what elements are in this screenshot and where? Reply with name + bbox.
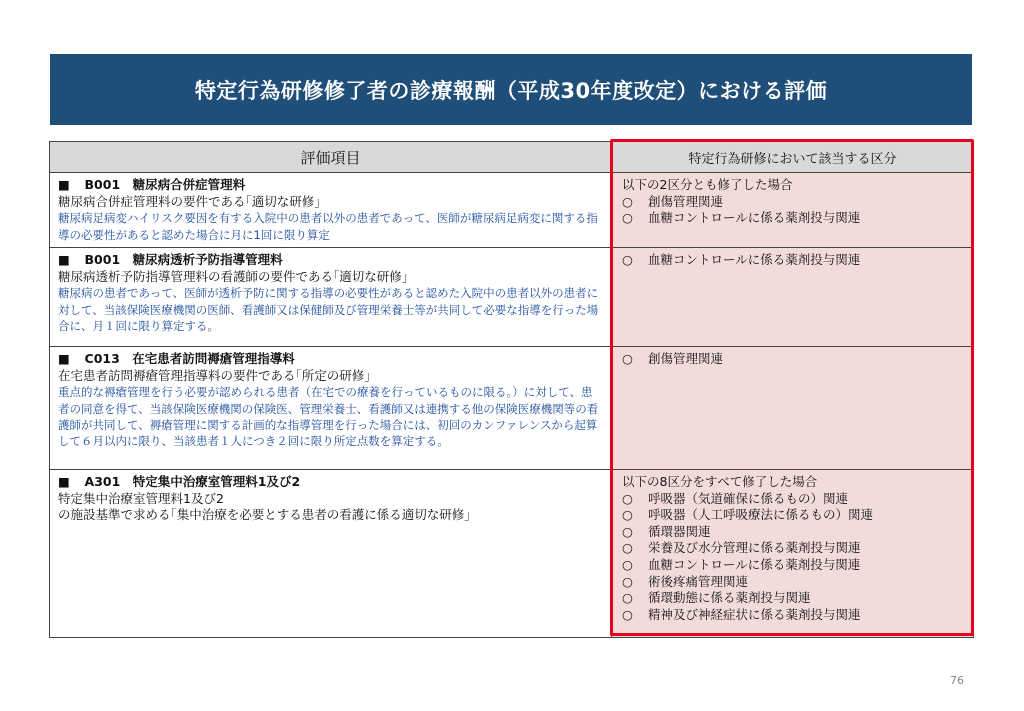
circle-bullet-icon: ○ [622,351,633,366]
list-item: ○ 精神及び神経症状に係る薬剤投与関連 [622,606,861,622]
category-intro: 以下の8区分をすべて修了した場合 [622,474,818,489]
evaluation-item-cell [50,347,612,470]
category-cell [612,173,974,248]
page-number: 76 [950,674,964,687]
list-item: ○ 術後疼痛管理関連 [622,573,749,589]
category-cell [612,470,974,638]
square-bullet-icon: ■ [58,252,70,267]
page-title-banner [50,54,972,125]
list-item: ○ 循環器関連 [622,523,711,539]
category-cell [612,248,974,347]
list-item: ○ 循環動態に係る薬剤投与関連 [622,590,811,606]
item-requirement: 特定集中治療室管理料1及び2 の施設基準で求める｢集中治療を必要とする患者の看護に係る適切な研修｣ [58,490,471,523]
square-bullet-icon: ■ [58,351,70,366]
circle-bullet-icon: ○ [622,606,633,622]
circle-bullet-icon: ○ [622,193,633,209]
circle-bullet-icon: ○ [622,523,633,539]
item-title: ■ A301 特定集中治療室管理料1及び2 [58,474,301,489]
list-item: ○ 血糖コントロールに係る薬剤投与関連 [622,210,861,226]
item-title: ■ B001 糖尿病合併症管理料 [58,177,246,192]
item-title: ■ C013 在宅患者訪問褥瘡管理指導料 [58,351,295,366]
list-item: ○ 血糖コントロールに係る薬剤投与関連 [622,252,861,267]
circle-bullet-icon: ○ [622,507,633,523]
item-description: 糖尿病の患者であって、医師が透析予防に関する指導の必要性があると認めた入院中の患者以外の患者に対して、当該保険医療機関の医師、看護師又は保健師及び管理栄養士等が共同して必要な指導を行った場合に、月１回に限り算定する。 [58,286,599,333]
item-requirement: 糖尿病合併症管理料の要件である｢適切な研修｣ [58,193,321,209]
evaluation-item-cell [50,173,612,248]
evaluation-table [49,141,974,638]
square-bullet-icon: ■ [58,474,70,489]
circle-bullet-icon: ○ [622,573,633,589]
item-requirement: 在宅患者訪問褥瘡管理指導料の要件である｢所定の研修｣ [58,367,371,383]
table-row [50,248,974,347]
header-evaluation-item: 評価項目 [50,142,612,173]
list-item: ○ 創傷管理関連 [622,351,724,366]
header-applicable-category: 特定行為研修において該当する区分 [612,142,974,173]
table-row [50,470,974,638]
page-title: 特定行為研修修了者の診療報酬（平成30年度改定）における評価 [194,78,828,103]
category-cell [612,347,974,470]
circle-bullet-icon: ○ [622,590,633,606]
circle-bullet-icon: ○ [622,540,633,556]
category-intro: 以下の2区分とも修了した場合 [622,177,793,192]
square-bullet-icon: ■ [58,177,70,192]
circle-bullet-icon: ○ [622,210,633,226]
list-item: ○ 創傷管理関連 [622,193,724,209]
item-description: 重点的な褥瘡管理を行う必要が認められる患者（在宅での療養を行っているものに限る。）に対して、患者の同意を得て、当該保険医療機関の保険医、管理栄養士、看護師又は連携する他の保険医療機関等の看護師が共同して、褥瘡管理に関する計画的な指導管理を行った場合には、初回のカンファレンスから起算して６月以内に限り、当該患者１人につき２回に限り所定点数を算定する。 [58,385,599,449]
item-description: 糖尿病足病変ハイリスク要因を有する入院中の患者以外の患者であって、医師が糖尿病足病変に関する指導の必要性があると認めた場合に月に1回に限り算定 [58,211,598,242]
list-item: ○ 呼吸器（人工呼吸療法に係るもの）関連 [622,507,874,523]
circle-bullet-icon: ○ [622,252,633,267]
list-item: ○ 呼吸器（気道確保に係るもの）関連 [622,490,849,506]
evaluation-item-cell [50,470,612,638]
item-title: ■ B001 糖尿病透析予防指導管理料 [58,252,283,267]
table-row [50,347,974,470]
item-requirement: 糖尿病透析予防指導管理料の看護師の要件である｢適切な研修｣ [58,268,409,284]
table-row [50,173,974,248]
evaluation-item-cell [50,248,612,347]
circle-bullet-icon: ○ [622,556,633,572]
list-item: ○ 栄養及び水分管理に係る薬剤投与関連 [622,540,861,556]
circle-bullet-icon: ○ [622,490,633,506]
list-item: ○ 血糖コントロールに係る薬剤投与関連 [622,556,861,572]
